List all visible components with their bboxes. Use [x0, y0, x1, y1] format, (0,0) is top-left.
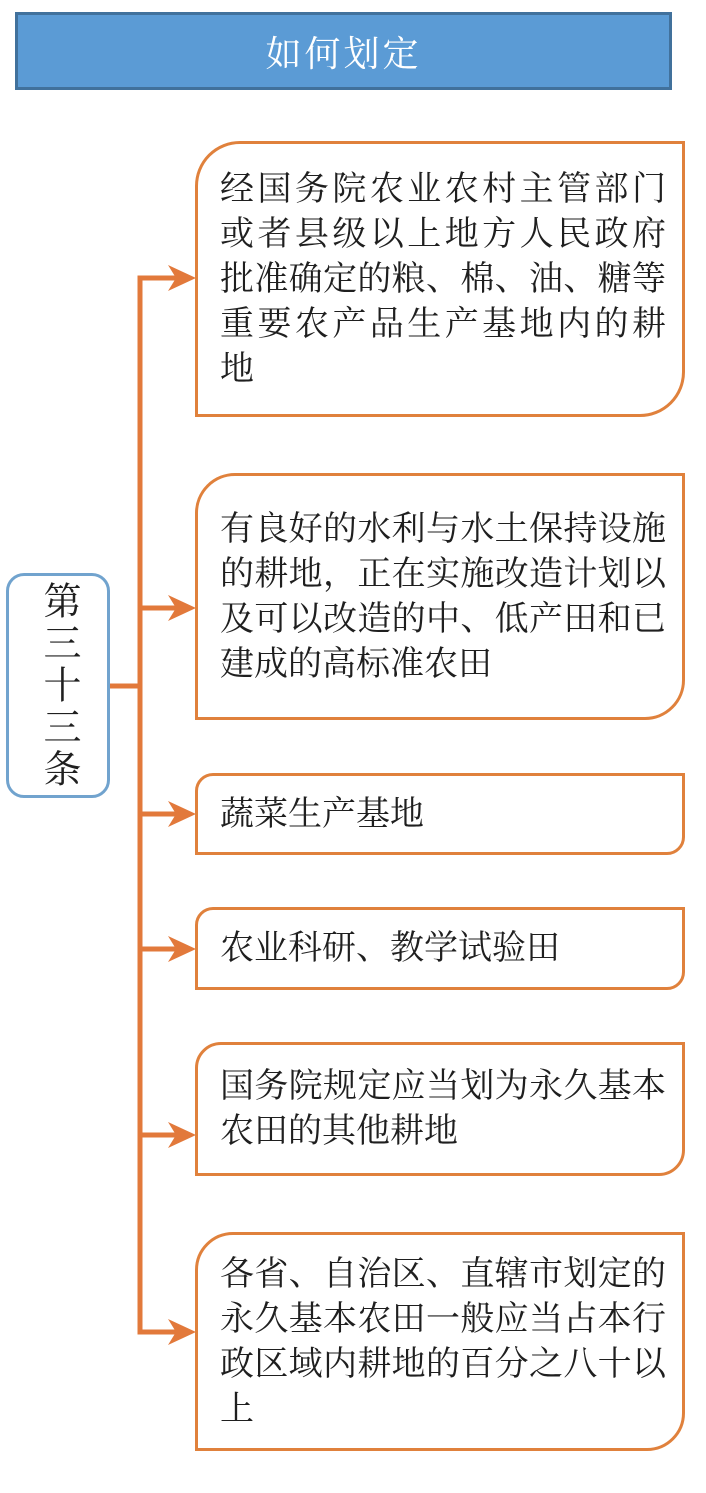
- branch-box-5: [195, 1042, 685, 1176]
- branch-box-2: [195, 473, 685, 720]
- box-text-line: 批准确定的粮、棉、油、糖等: [220, 260, 666, 298]
- box-text-line: 及可以改造的中、低产田和已: [220, 600, 666, 638]
- article-label: 第三十三条: [37, 580, 79, 791]
- page-title: 如何划定: [265, 33, 422, 74]
- box-text-line: 建成的高标准农田: [220, 645, 492, 683]
- box-text-line: 农田的其他耕地: [220, 1113, 458, 1150]
- box-text-line: 有良好的水利与水土保持设施: [220, 510, 666, 548]
- box-text-line: 永久基本农田一般应当占本行: [220, 1300, 666, 1338]
- box-text-line: 国务院规定应当划为永久基本: [220, 1068, 666, 1105]
- box-text-line: 经国务院农业农村主管部门: [220, 170, 666, 208]
- box-text-line: 的耕地，正在实施改造计划以: [220, 555, 666, 593]
- box-text-line: 蔬菜生产基地: [220, 795, 424, 833]
- box-text-line: 各省、自治区、直辖市划定的: [220, 1255, 666, 1293]
- box-text-line: 重要农产品生产基地内的耕: [220, 305, 666, 343]
- branch-box-4: [195, 907, 685, 990]
- article-node: [6, 573, 110, 798]
- box-text-line: 或者县级以上地方人民政府: [220, 215, 666, 253]
- branch-box-3: [195, 773, 685, 855]
- branch-box-1: [195, 141, 685, 417]
- box-text-line: 上: [220, 1390, 254, 1428]
- box-text-line: 地: [220, 350, 254, 388]
- box-text-line: 政区域内耕地的百分之八十以: [220, 1345, 666, 1383]
- box-text-line: 农业科研、教学试验田: [220, 930, 560, 967]
- branch-box-6: [195, 1232, 685, 1451]
